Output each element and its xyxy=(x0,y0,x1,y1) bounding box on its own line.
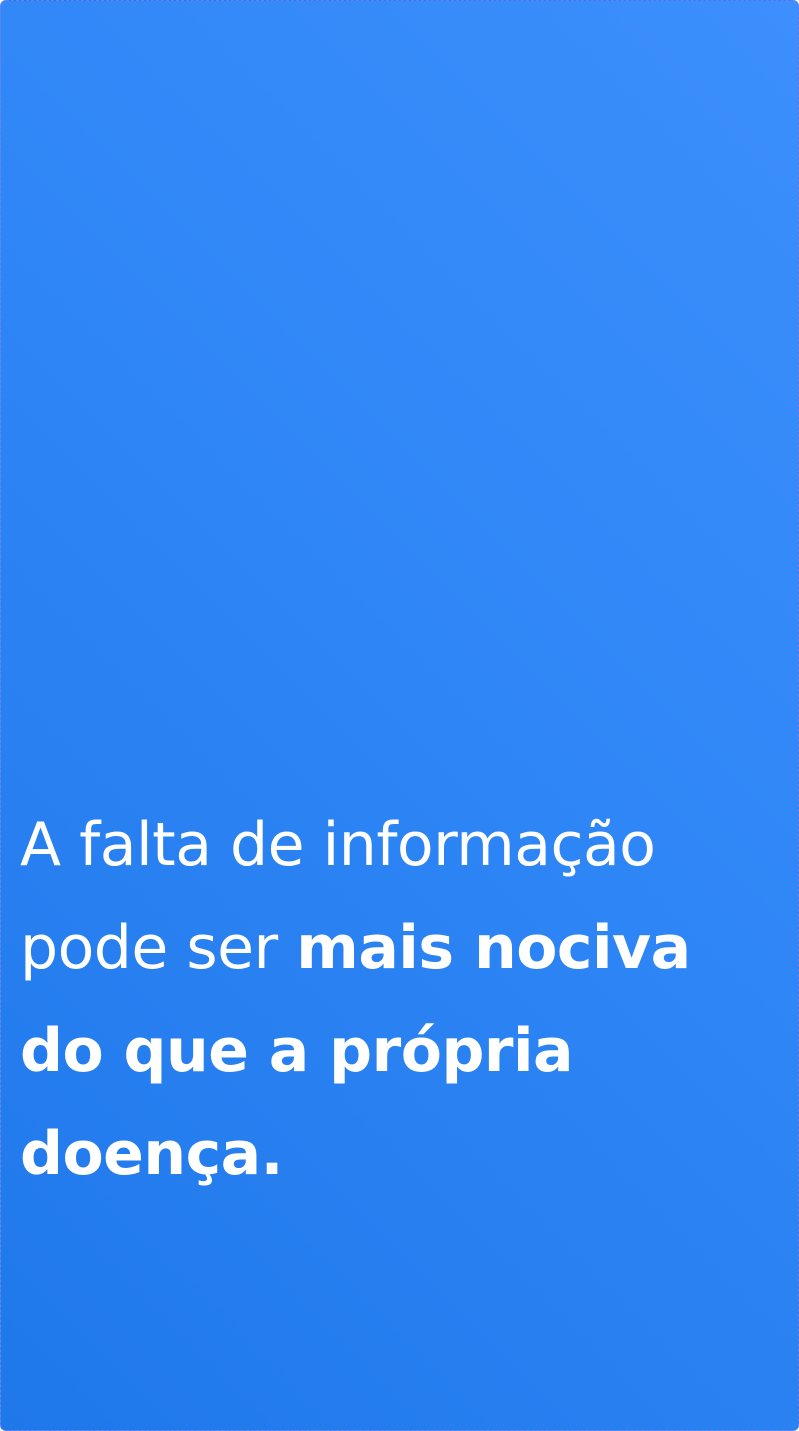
quote-bold-text: mais nociva do que a própria doença. xyxy=(20,913,691,1189)
quote-text xyxy=(20,794,780,1206)
quote-regular-text: A falta de informação pode ser xyxy=(20,810,656,983)
